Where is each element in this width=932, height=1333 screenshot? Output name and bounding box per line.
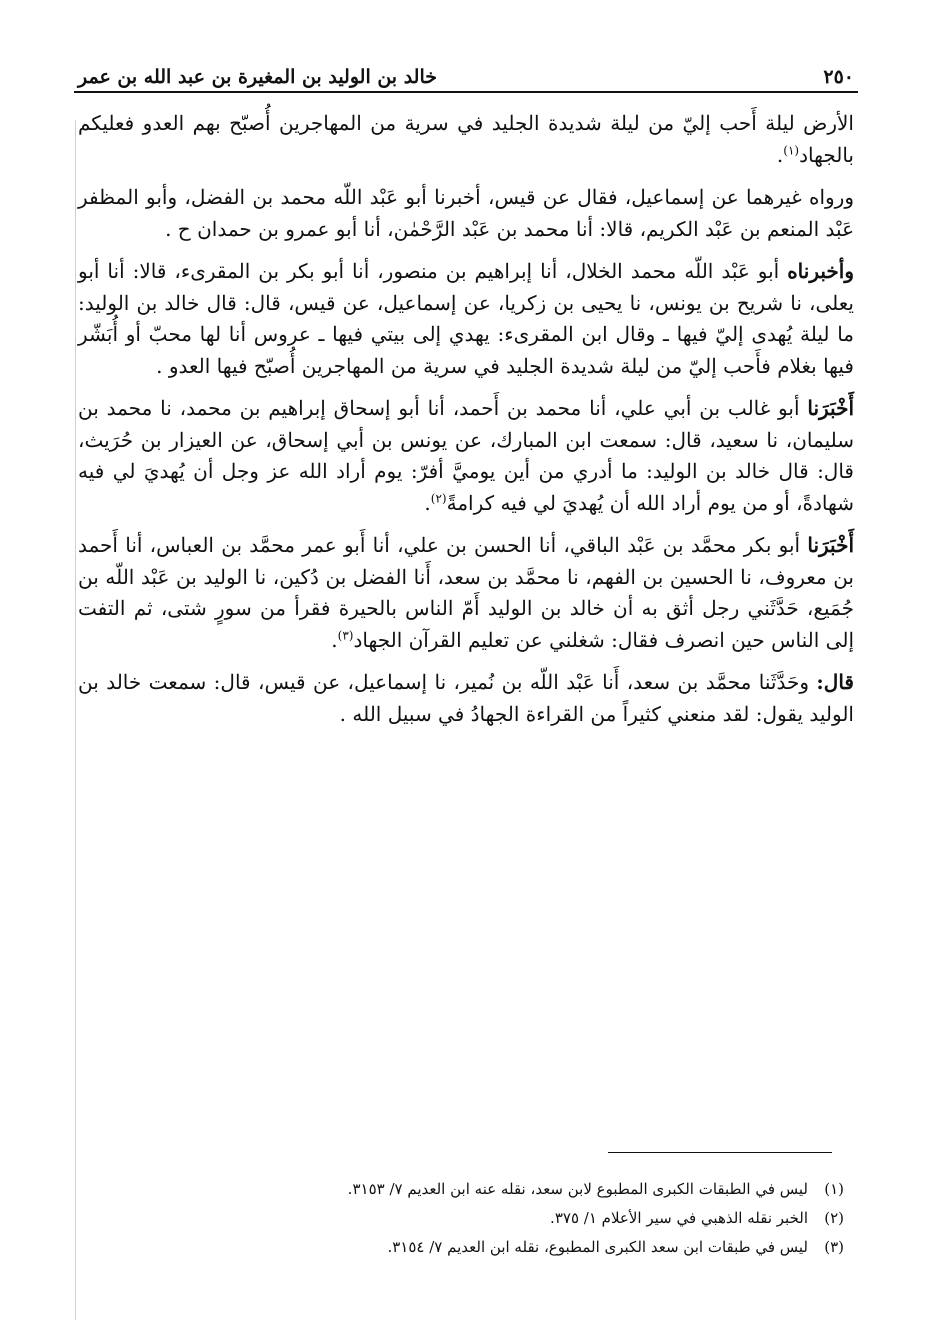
footnote [78,1233,844,1262]
header-rule [74,91,858,93]
paragraph-lead: وأخبرناه [787,259,854,283]
footnote-ref: (٢) [430,490,447,505]
paragraph-lead: أَخْبَرَنا [807,396,854,420]
paragraph-end: . [424,490,431,515]
paragraph-text: أبو بكر محمَّد بن عَبْد الباقي، أنا الحسن بن علي، أنا أَبو عمر محمَّد بن العباس، أنا أَحمد بن معروف، نا الحسين بن الفهم، نا محمَّد بن سعد، أَنا الفضل بن دُكين، نا الوليد بن عَبْد اللّه بن جُمَيع، حَدَّثَني رجل أثق به أن خالد بن الوليد أَمّ الناس بالحيرة فقرأ من سورٍ شتى، ثم التفت إلى الناس حين انصرف فقال: شغلني عن تعليم القرآن الجهاد [78,533,854,652]
main-text [78,108,854,741]
footnote-rule [608,1152,832,1153]
footnote-text: ليس في طبقات ابن سعد الكبرى المطبوع، نقله ابن العديم ٧/ ٣١٥٤. [387,1238,808,1256]
scan-margin-line [75,120,76,1320]
paragraph-end: . [776,142,784,167]
running-title: خالد بن الوليد بن المغيرة بن عبد الله بن عمر [78,66,437,88]
footnotes [78,1175,844,1262]
paragraph-lead: أَخْبَرَنا [807,533,854,557]
page-number: ٢٥٠ [823,66,854,88]
paragraph-text: أبو غالب بن أبي علي، أنا محمد بن أَحمد، أنا أبو إسحاق إبراهيم بن محمد، نا محمد بن سليمان، نا سعيد، قال: سمعت ابن المبارك، عن يونس بن أبي إسحاق، عن العيزار بن حُرَيث، قال: قال خالد بن الوليد: ما أدري من أين يوميَّ أفرّ: يوم أراد الله عز وجل أن يُهديَ لي فيه شهادةً، أو من يوم أراد الله أن يُهديَ لي فيه كرامةً [78,396,854,515]
footnote [78,1175,844,1204]
paragraph [78,108,854,171]
paragraph-lead: قال: [816,670,854,694]
footnote-number: (١) [824,1180,844,1198]
paragraph [78,393,854,519]
footnote [78,1204,844,1233]
paragraph [78,530,854,656]
paragraph [78,182,854,245]
paragraph-text: وحَدَّثَنا محمَّد بن سعد، أَنا عَبْد اللّه بن نُمير، نا إسماعيل، عن قيس، قال: سمعت خالد بن الوليد يقول: لقد منعني كثيراً من القراءة الجهادُ في سبيل الله . [78,670,854,726]
paragraph-text: ورواه غيرهما عن إسماعيل، فقال عن قيس، أخبرنا أبو عَبْد اللّه محمد بن الفضل، وأبو المظفر عَبْد المنعم بن عَبْد الكريم، قالا: أنا محمد بن عَبْد الرَّحْمٰن، أنا أبو عمرو بن حمدان ح . [78,185,854,241]
paragraph-text: الأرض ليلة أَحب إليّ من ليلة شديدة الجليد في سرية من المهاجرين أُصبّح بهم العدو فعليكم بالجهاد [78,111,854,167]
footnote-text: الخبر نقله الذهبي في سير الأعلام ١/ ٣٧٥. [550,1209,808,1227]
paragraph [78,256,854,382]
page-header [78,52,854,88]
footnote-ref: (١) [783,142,800,157]
paragraph-text: أبو عَبْد اللّه محمد الخلال، أنا إبراهيم بن منصور، أنا أبو بكر بن المقرىء، قالا: أنا أبو يعلى، نا شريح بن يونس، نا يحيى بن زكريا، عن إسماعيل، عن قيس، قال: قال خالد بن الوليد: ما ليلة يُهدى إليّ فيها ـ وقال ابن المقرىء: يهدي إلى بيتي فيها ـ عروس أنا لها محبّ أو أُبَشّر فيها بغلام فأَحب إليّ من ليلة شديدة الجليد في سرية من المهاجرين أُصبّح فيها العدو . [78,259,855,378]
paragraph-end: . [331,627,338,652]
footnote-text: ليس في الطبقات الكبرى المطبوع لابن سعد، نقله عنه ابن العديم ٧/ ٣١٥٣. [347,1180,808,1198]
footnote-ref: (٣) [337,627,354,642]
paragraph [78,667,854,730]
footnote-number: (٢) [824,1209,844,1227]
footnote-number: (٣) [824,1238,844,1256]
